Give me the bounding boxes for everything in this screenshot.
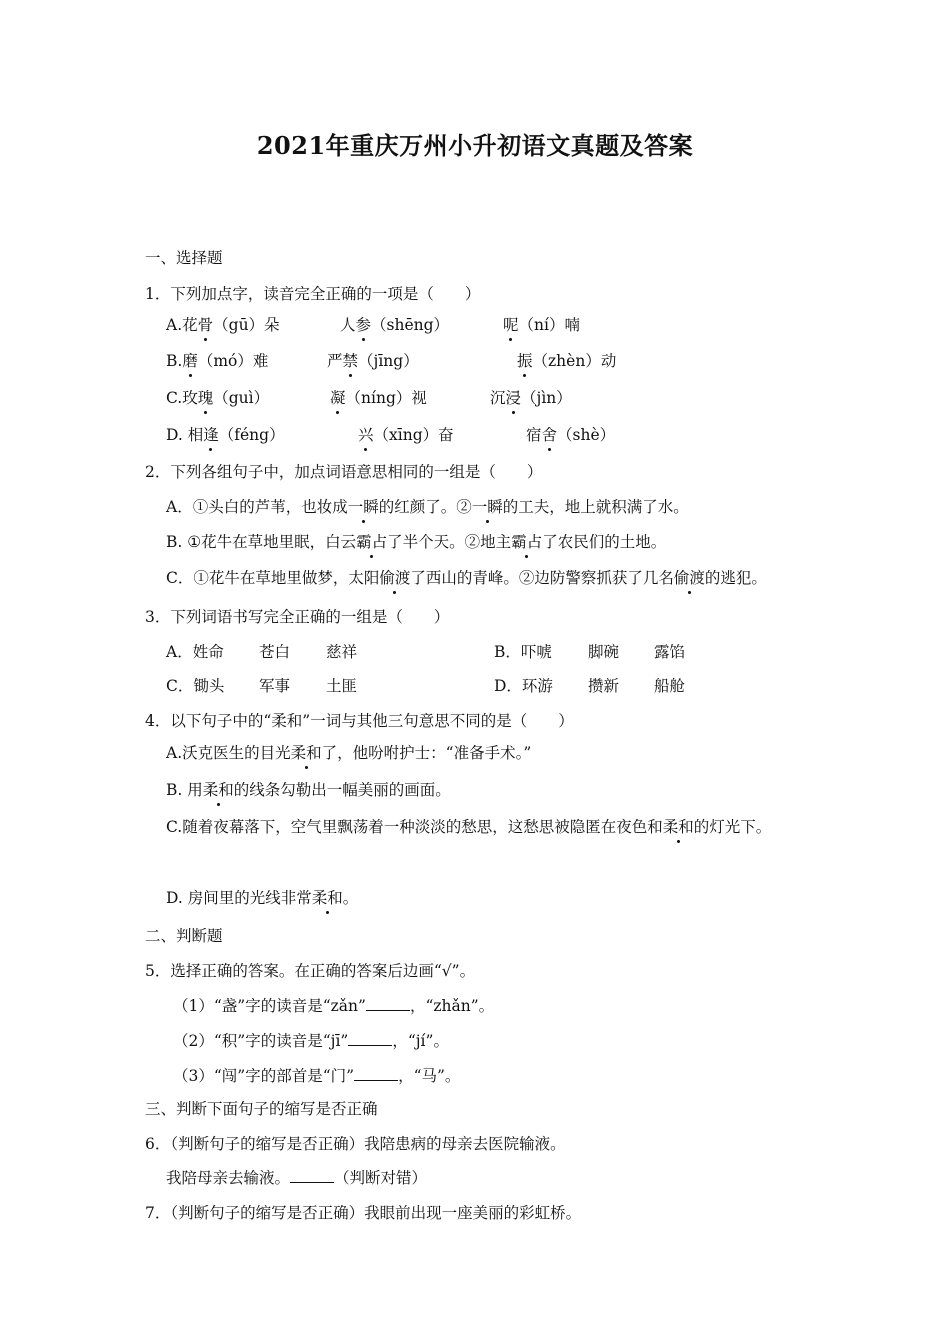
q5-item-3: （3）“闯”字的部首是“门” ，“马”。 — [173, 1067, 461, 1085]
q4-option-c: C.随着夜幕落下，空气里飘荡着一种淡淡的愁思，这愁思被隐匿在夜色和柔和的灯光下。 — [166, 818, 772, 836]
question-6-stem: 6．（判断句子的缩写是否正确）我陪患病的母亲去医院输液。 — [145, 1135, 566, 1153]
question-3-stem: 3．下列词语书写完全正确的一组是（ ） — [145, 608, 450, 626]
question-2-stem: 2．下列各组句子中，加点词语意思相同的一组是（ ） — [145, 463, 543, 481]
question-1-stem: 1．下列加点字，读音完全正确的一项是（ ） — [145, 285, 481, 303]
q5-item-2: （2）“积”字的读音是“jī” ，“jí”。 — [173, 1032, 449, 1050]
answer-blank[interactable] — [366, 996, 410, 1011]
section-heading-judgement: 二、判断题 — [145, 927, 223, 945]
q2-option-b: B. ①花牛在草地里眠，白云霸占了半个天。②地主霸占了农民们的土地。 — [166, 533, 667, 551]
answer-blank[interactable] — [290, 1168, 334, 1183]
question-5-stem: 5．选择正确的答案。在正确的答案后边画“√”。 — [145, 962, 476, 980]
q2-option-a: A．①头白的芦苇，也妆成一瞬的红颜了。②一瞬的工夫，地上就积满了水。 — [166, 498, 689, 516]
q5-item-1: （1）“盏”字的读音是“zǎn” ，“zhǎn”。 — [173, 997, 495, 1015]
q4-option-d: D. 房间里的光线非常柔和。 — [166, 889, 359, 907]
answer-blank[interactable] — [354, 1066, 398, 1081]
q4-option-a: A.沃克医生的目光柔和了，他吩咐护士：“准备手术。” — [166, 744, 532, 762]
answer-blank[interactable] — [348, 1031, 392, 1046]
section-heading-choice: 一、选择题 — [145, 249, 223, 267]
q4-option-b: B. 用柔和的线条勾勒出一幅美丽的画面。 — [166, 781, 451, 799]
question-7-stem: 7．（判断句子的缩写是否正确）我眼前出现一座美丽的彩虹桥。 — [145, 1204, 582, 1222]
section-heading-abridgement: 三、判断下面句子的缩写是否正确 — [145, 1100, 378, 1118]
page-title: 2021年重庆万州小升初语文真题及答案 — [256, 131, 694, 160]
q6-answer-line: 我陪母亲去输液。 （判断对错） — [166, 1169, 428, 1187]
q2-option-c: C．①花牛在草地里做梦，太阳偷渡了西山的青峰。②边防警察抓获了几名偷渡的逃犯。 — [166, 569, 767, 587]
question-4-stem: 4．以下句子中的“柔和”一词与其他三句意思不同的是（ ） — [145, 712, 574, 730]
